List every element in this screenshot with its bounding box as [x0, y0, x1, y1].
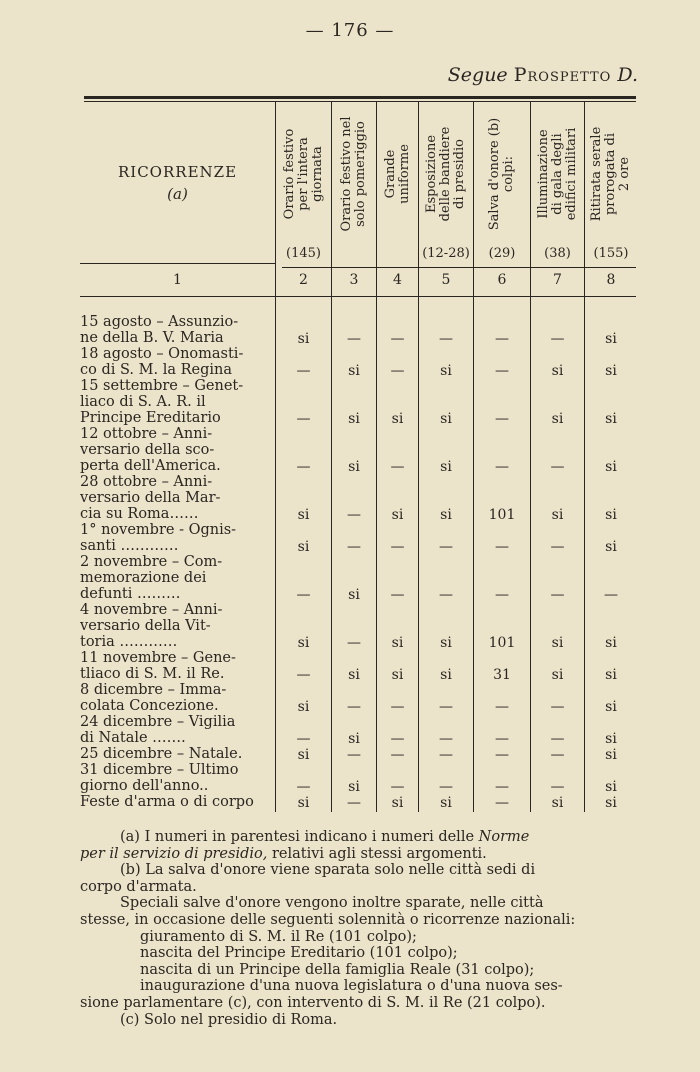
footnote-text: relativi agli stessi argomenti.: [271, 845, 487, 862]
occasion-line: di Natale …….: [80, 730, 186, 746]
occasion-line: tliaco di S. M. il Re.: [80, 666, 225, 682]
table-cell: —: [550, 779, 565, 795]
column-header-line: Salva d'onore (b): [487, 117, 502, 231]
table-cell: —: [439, 731, 453, 747]
table-cell: —: [296, 779, 311, 795]
table-cell: —: [347, 795, 361, 811]
ricorrenze-note-ref: (a): [167, 185, 188, 203]
footnote-c: (c) Solo nel presidio di Roma.: [120, 1011, 338, 1028]
footnote-b: (b) La salva d'onore viene sparata solo nelle città sedi di: [120, 862, 536, 879]
column-header-line: Esposizione: [424, 134, 439, 214]
column-ref-7: (38): [544, 246, 571, 261]
table-cell: —: [390, 331, 405, 347]
salve-item-cont: sione parlamentare (c), con intervento di S. M. il Re (21 colpo).: [80, 994, 546, 1011]
column-header-7: [531, 100, 584, 248]
table-cell: —: [439, 331, 453, 347]
table-cell: si: [605, 747, 617, 763]
table-cell: —: [604, 587, 618, 603]
column-ref-5: (12-28): [422, 246, 470, 261]
table-row: [80, 682, 266, 714]
table-cell: —: [296, 411, 311, 427]
table-cell: si: [297, 331, 310, 347]
table-cell: —: [390, 587, 405, 603]
salve-item: inaugurazione d'una nuova legislatura o d'una nuova ses-: [140, 978, 563, 995]
column-header-line: edifici militari: [563, 127, 579, 221]
occasion-line: 15 agosto – Assunzio-: [80, 314, 239, 330]
occasion-line: 8 dicembre – Imma-: [80, 682, 227, 698]
column-header-line: 2 ore: [617, 156, 632, 192]
table-cell: si: [391, 507, 404, 523]
occasion-line: 24 dicembre – Vigilia: [80, 714, 236, 730]
occasion-line: defunti ………: [80, 586, 181, 602]
column-number-4: 4: [393, 272, 402, 288]
table-cell: si: [605, 795, 617, 811]
occasion-line: co di S. M. la Regina: [80, 362, 232, 378]
table-cell: si: [605, 363, 617, 379]
footnote-a: [80, 829, 636, 846]
occasion-line: liaco di S. A. R. il: [80, 394, 206, 410]
table-row: [80, 346, 266, 378]
table-cell: si: [605, 459, 617, 475]
table-cell: si: [297, 507, 310, 523]
table-cell: —: [296, 731, 311, 747]
column-header-line: colpi:: [501, 155, 516, 193]
table-cell: si: [605, 411, 617, 427]
table-cell: —: [347, 747, 361, 763]
column-ref-6: (29): [488, 246, 516, 261]
column-number-1: 1: [173, 272, 182, 288]
table-cell: —: [347, 539, 361, 555]
table-cell: si: [297, 539, 310, 555]
table-cell: —: [550, 699, 565, 715]
table-cell: —: [390, 699, 405, 715]
table-cell: si: [348, 667, 360, 683]
column-header-2: [276, 100, 331, 248]
header-separator-left: [80, 263, 275, 264]
table-cell: —: [347, 507, 361, 523]
table-top-rule: [84, 96, 636, 99]
table-cell: —: [296, 363, 311, 379]
table-cell: si: [391, 635, 404, 651]
table-row: [80, 794, 266, 810]
column-header-line: uniforme: [396, 144, 412, 204]
salve-item: giuramento di S. M. il Re (101 colpo);: [140, 928, 417, 945]
salve-item: nascita del Principe Ereditario (101 colpo);: [140, 945, 458, 962]
table-row: [80, 650, 266, 682]
table-row: [80, 554, 266, 602]
column-header-line: Orario festivo nel: [339, 116, 354, 232]
column-header-line: delle bandiere: [438, 126, 453, 222]
column-number-8: 8: [606, 272, 616, 288]
prospetto-letter: D.: [617, 64, 638, 86]
header-separator: [282, 267, 636, 268]
table-cell: si: [605, 331, 617, 347]
table-cell: si: [440, 459, 452, 475]
column-ref-2: (145): [286, 246, 321, 261]
column-header-line: Illuminazione: [535, 129, 551, 219]
occasion-line: 12 ottobre – Anni-: [80, 426, 213, 442]
table-cell: si: [440, 635, 452, 651]
table-cell: si: [605, 731, 617, 747]
table-cell: si: [605, 699, 617, 715]
table-cell: si: [348, 363, 360, 379]
table-cell: —: [495, 587, 509, 603]
table-row: [80, 378, 266, 426]
salve-item: nascita di un Principe della famiglia Reale (31 colpo);: [140, 961, 535, 978]
table-cell: —: [550, 331, 565, 347]
occasion-line: 15 settembre – Genet-: [80, 378, 244, 394]
table-cell: si: [605, 779, 617, 795]
column-header-3: [332, 100, 376, 248]
occasion-line: versario della sco-: [80, 442, 215, 458]
table-cell: si: [551, 507, 564, 523]
table-cell: —: [495, 795, 509, 811]
table-cell: 101: [488, 635, 516, 651]
table-cell: —: [495, 747, 509, 763]
table-row: [80, 714, 266, 746]
table-cell: —: [296, 667, 311, 683]
ricorrenze-header: [80, 163, 275, 203]
table-cell: —: [390, 459, 405, 475]
table-cell: si: [551, 795, 564, 811]
table-cell: si: [440, 363, 452, 379]
occasion-line: santi …………: [80, 538, 179, 554]
column-number-2: 2: [299, 272, 308, 288]
table-cell: —: [495, 459, 509, 475]
column-number-3: 3: [349, 272, 359, 288]
table-cell: —: [296, 459, 311, 475]
occasion-line: versario della Mar-: [80, 490, 221, 506]
table-cell: —: [550, 747, 565, 763]
occasion-line: ne della B. V. Maria: [80, 330, 224, 346]
column-ref-8: (155): [593, 246, 629, 261]
column-header-line: Grande: [382, 149, 398, 199]
table-cell: si: [391, 411, 404, 427]
table-cell: —: [439, 587, 453, 603]
column-header-4: [377, 100, 418, 248]
segue-word: Segue: [447, 64, 508, 86]
column-header-6: [474, 100, 530, 248]
occasion-line: versario della Vit-: [80, 618, 211, 634]
table-cell: si: [440, 411, 452, 427]
table-cell: —: [347, 699, 361, 715]
table-cell: —: [347, 331, 361, 347]
occasion-line: 18 agosto – Onomasti-: [80, 346, 244, 362]
footnote-italic: Norme: [478, 829, 530, 845]
occasion-line: 1° novembre - Ognis-: [80, 522, 237, 538]
column-header-line: per l'intera: [295, 137, 311, 211]
table-cell: si: [297, 747, 310, 763]
table-cell: si: [551, 667, 564, 683]
occasion-line: 31 dicembre – Ultimo: [80, 762, 239, 778]
table-cell: 101: [488, 507, 516, 523]
column-header-5: [419, 100, 473, 248]
table-cell: —: [495, 779, 509, 795]
column-number-rule: [80, 296, 636, 297]
footnote-text: (a) I numeri in parentesi indicano i numeri delle: [120, 829, 475, 845]
column-header-line: solo pomeriggio: [353, 121, 368, 227]
table-cell: 31: [493, 667, 511, 683]
salve-paragraph-cont: stesse, in occasione delle seguenti solennità o ricorrenze nazionali:: [80, 911, 576, 928]
table-row: [80, 746, 266, 762]
table-cell: —: [495, 731, 509, 747]
occasion-line: 25 dicembre – Natale.: [80, 746, 243, 762]
occasion-line: Feste d'arma o di corpo: [80, 794, 254, 810]
column-header-8: [585, 100, 637, 248]
column-header-line: di gala degli: [549, 133, 565, 215]
column-header-line: di presidio: [452, 139, 467, 209]
table-cell: —: [439, 699, 453, 715]
occasion-line: 28 ottobre – Anni-: [80, 474, 213, 490]
table-cell: si: [348, 731, 360, 747]
occasion-line: cia su Roma……: [80, 506, 199, 522]
table-row: [80, 762, 266, 794]
table-cell: —: [390, 747, 405, 763]
table-cell: si: [297, 635, 310, 651]
occasion-line: colata Concezione.: [80, 698, 219, 714]
table-cell: si: [551, 363, 564, 379]
table-cell: si: [297, 795, 310, 811]
prospetto-heading: [448, 64, 638, 86]
occasion-line: memorazione dei: [80, 570, 207, 586]
column-number-5: 5: [441, 272, 451, 288]
table-cell: —: [495, 411, 509, 427]
table-cell: —: [550, 539, 565, 555]
column-number-7: 7: [553, 272, 562, 288]
table-cell: si: [440, 795, 452, 811]
column-number-6: 6: [497, 272, 507, 288]
footnotes: [80, 829, 636, 1028]
table-cell: —: [550, 459, 565, 475]
table-cell: —: [495, 699, 509, 715]
occasion-line: 11 novembre – Gene-: [80, 650, 236, 666]
table-cell: si: [348, 459, 360, 475]
table-cell: —: [495, 363, 509, 379]
salve-paragraph: Speciali salve d'onore vengono inoltre sparate, nelle città: [120, 895, 544, 912]
prospetto-word: Prospetto: [513, 64, 612, 86]
table-cell: si: [391, 795, 404, 811]
occasion-line: toria …………: [80, 634, 178, 650]
table-cell: —: [296, 587, 311, 603]
table-cell: si: [605, 539, 617, 555]
table-cell: si: [551, 411, 564, 427]
table-cell: —: [390, 779, 405, 795]
table-cell: —: [390, 539, 405, 555]
table-cell: —: [347, 635, 361, 651]
table-row: [80, 426, 266, 474]
occasion-line: 4 novembre – Anni-: [80, 602, 223, 618]
occasion-line: giorno dell'anno..: [80, 778, 209, 794]
table-cell: si: [348, 411, 360, 427]
table-cell: si: [605, 635, 617, 651]
table-row: [80, 314, 266, 346]
table-cell: —: [439, 779, 453, 795]
ricorrenze-label: RICORRENZE: [117, 163, 238, 181]
table-cell: si: [391, 667, 404, 683]
table-cell: si: [605, 507, 617, 523]
table-cell: —: [495, 539, 509, 555]
table-cell: si: [348, 779, 360, 795]
table-cell: si: [297, 699, 310, 715]
column-header-line: Orario festivo: [281, 128, 297, 220]
table-cell: —: [390, 731, 405, 747]
occasion-line: 2 novembre – Com-: [80, 554, 223, 570]
table-row: [80, 602, 266, 650]
footnote-italic: per il servizio di presidio,: [80, 845, 268, 862]
table-row: [80, 474, 266, 522]
table-cell: —: [495, 331, 509, 347]
table-cell: si: [440, 507, 452, 523]
table-cell: si: [440, 667, 452, 683]
column-header-line: prorogata di: [603, 132, 618, 216]
table-cell: si: [348, 587, 360, 603]
table-cell: —: [439, 539, 453, 555]
column-header-line: Ritirata serale: [589, 126, 604, 222]
footnote-a-cont: [80, 846, 636, 863]
table-cell: —: [439, 747, 453, 763]
table-cell: —: [550, 587, 565, 603]
page-number: — 176 —: [305, 20, 395, 41]
footnote-b-cont: corpo d'armata.: [80, 878, 197, 895]
occasion-line: perta dell'America.: [80, 458, 221, 474]
occasion-line: Principe Ereditario: [80, 410, 221, 426]
table-cell: —: [550, 731, 565, 747]
column-header-line: giornata: [309, 146, 325, 202]
table-cell: si: [551, 635, 564, 651]
table-cell: —: [390, 363, 405, 379]
table-row: [80, 522, 266, 554]
table-cell: si: [605, 667, 617, 683]
